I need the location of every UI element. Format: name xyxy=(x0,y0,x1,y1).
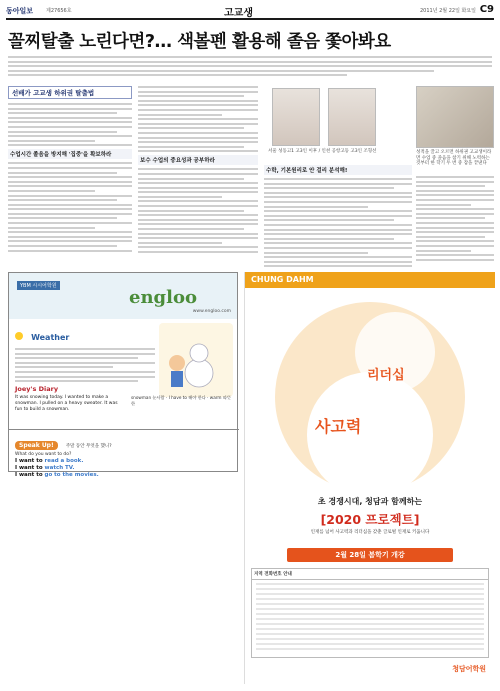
ad-leadership: 리더십 xyxy=(367,368,405,383)
ad-footer-logo: 청담어학원 xyxy=(452,665,486,673)
article-column-2 xyxy=(138,86,258,266)
publish-date: 2011년 2월 22일 화요일 xyxy=(419,8,476,14)
article-column-3 xyxy=(264,86,412,266)
engloo-header xyxy=(9,273,237,319)
diary-title: Joey's Diary xyxy=(15,385,59,393)
ad-open-date-banner[interactable]: 2월 28일 봄학기 개강 xyxy=(287,548,453,562)
issue-number: 제27656호 xyxy=(46,8,72,14)
weather-title: Weather xyxy=(31,333,70,342)
engloo-feature-box xyxy=(8,272,238,478)
weather-section xyxy=(15,325,155,385)
speak-line-1: I want to read a book. xyxy=(15,458,84,464)
portrait-photo-1 xyxy=(272,88,320,146)
engloo-url[interactable]: www.engloo.com xyxy=(192,309,231,314)
ad-description: 인재를 넘어 사고력과 리더십을 갖춘 글로벌 인재로 키웁니다 xyxy=(310,530,430,535)
sun-icon xyxy=(15,332,23,340)
snowman-illustration xyxy=(159,323,233,397)
portraits-caption: 서울 성동고1 고3인 이후 / 인천 공항고등 고3인 조형선 xyxy=(268,149,377,154)
masthead xyxy=(6,4,494,20)
ad-core-thinking: 사고력 xyxy=(315,417,362,436)
lead-paragraph xyxy=(8,56,492,80)
speak-up-section xyxy=(9,429,239,478)
classroom-photo-caption: 성적을 끌고 오르면 하위권 고교생이라면 수업 중 졸음을 참기 위해 노력하는 것부터 한 학기 두 번 중 잠을 끝낸다 xyxy=(416,150,492,166)
vocab-notes: snowman 눈사람 · I have to 해야 한다 · warm 따뜻한 xyxy=(131,395,231,406)
article-column-4 xyxy=(416,176,494,266)
ad-tagline: 초 경쟁시대, 청담과 함께하는 xyxy=(317,497,423,506)
article-column-1 xyxy=(8,86,132,266)
engloo-logo: engloo xyxy=(129,287,197,308)
subhead-3: 보수 수업의 중요성과 공부하라 xyxy=(138,155,258,165)
ad-table-header: 지역 전화번호 안내 xyxy=(252,569,488,580)
paper-name: 동아일보 xyxy=(6,7,34,15)
speak-up-question: 주말 동안 무엇을 했니? xyxy=(65,444,112,449)
classroom-photo xyxy=(416,86,494,148)
subhead-1: 선배가 고교생 하위권 탈출법 xyxy=(8,86,132,99)
headline: 꼴찌탈출 노린다면?… 색볼펜 활용해 졸음 쫓아봐요 xyxy=(8,32,391,52)
speak-line-3: I want to go to the movies. xyxy=(15,472,99,478)
ad-top-bar xyxy=(245,272,495,288)
subhead-2: 수업시간 졸음을 방지해 '집중'을 확보하라 xyxy=(8,149,132,159)
ad-branch-table xyxy=(251,568,489,658)
ad-project-title: [2020 프로젝트] xyxy=(320,512,420,527)
speak-line-2: I want to watch TV. xyxy=(15,465,75,471)
ad-brand: CHUNG DAHM xyxy=(251,275,314,284)
subhead-4: 수학, 기본원리로 안 걸리 분석해! xyxy=(264,165,412,175)
diary-text: It was snowing today. I wanted to make a snowman. I pulled on a heavy sweater. It was fun to build a snowman. xyxy=(15,395,118,412)
speak-up-question-en: What do you want to do? xyxy=(15,452,72,457)
page-number: C9 xyxy=(479,4,494,15)
speak-up-title: Speak Up! xyxy=(15,441,58,450)
section-title: 고교생 xyxy=(224,8,253,19)
engloo-tag: YBM 시시어학원 xyxy=(17,281,60,290)
portrait-photo-2 xyxy=(328,88,376,146)
chungdahm-advertisement xyxy=(244,272,494,684)
